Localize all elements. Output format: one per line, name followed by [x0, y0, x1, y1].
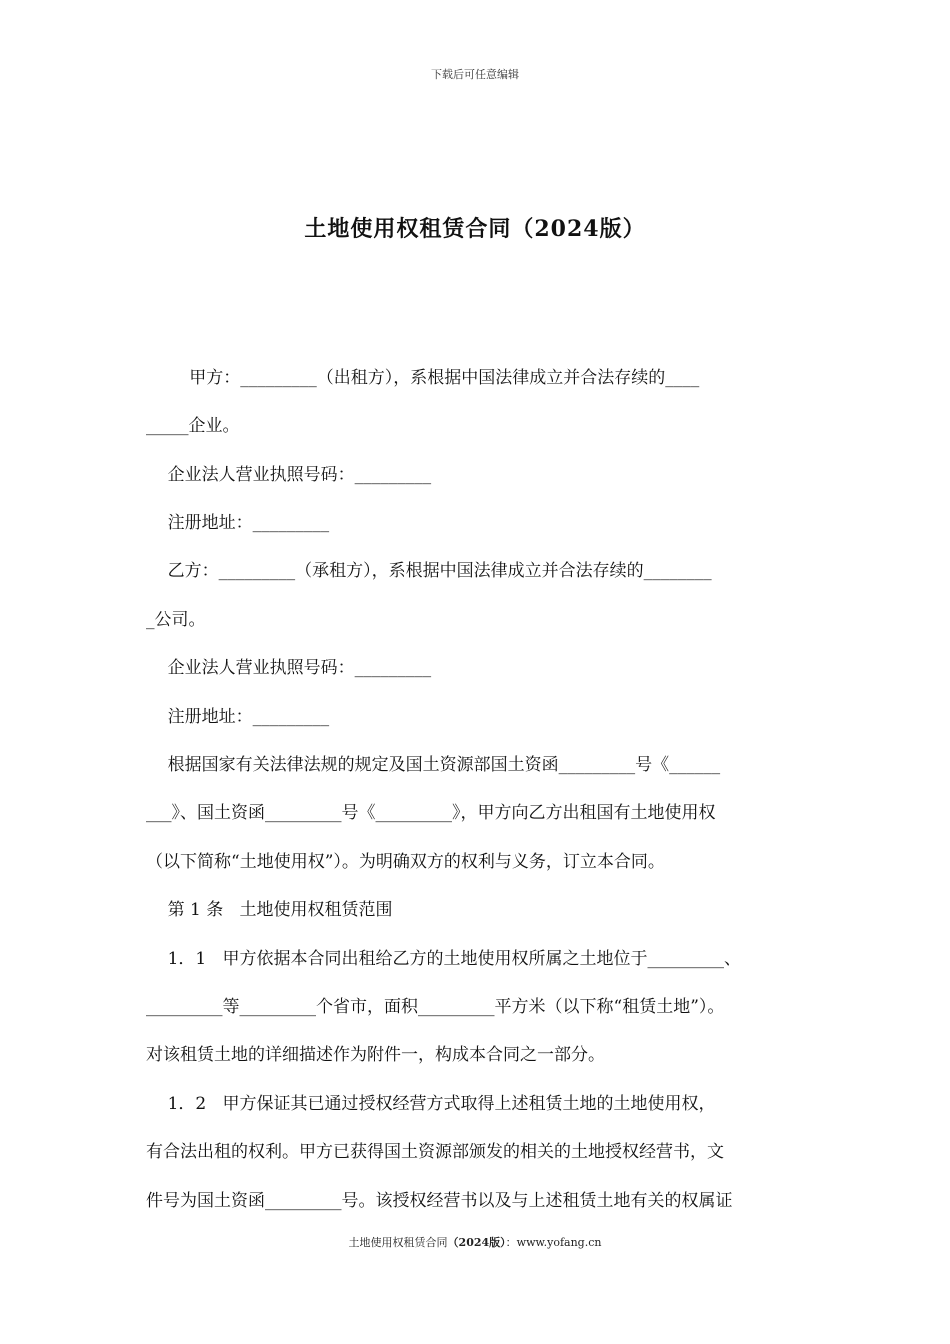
body-line: _________等_________个省市，面积_________平方米（以下称“租赁土地”）。	[146, 997, 725, 1017]
page-footer	[0, 1234, 950, 1250]
document-title: 土地使用权租赁合同（2024版）	[304, 216, 646, 242]
body-line: 乙方：_________（承租方），系根据中国法律成立并合法存续的________	[146, 561, 712, 581]
body-line: 1．2 甲方保证其已通过授权经营方式取得上述租赁土地的土地使用权，	[146, 1094, 716, 1114]
body-line: 甲方：_________（出租方），系根据中国法律成立并合法存续的____	[146, 368, 700, 388]
body-line: _____企业。	[146, 416, 240, 436]
body-line: 企业法人营业执照号码：_________	[146, 658, 432, 678]
body-line: 1．1 甲方依据本合同出租给乙方的土地使用权所属之土地位于_________、	[146, 949, 741, 969]
page-header-note: 下载后可任意编辑	[431, 68, 519, 81]
body-line: （以下简称“土地使用权”）。为明确双方的权利与义务，订立本合同。	[146, 852, 665, 872]
body-line: 根据国家有关法律法规的规定及国土资源部国土资函_________号《______	[146, 755, 721, 775]
footer-version: （2024版）	[447, 1236, 506, 1249]
footer-url: ：www.yofang.cn	[505, 1236, 602, 1249]
body-line: 对该租赁土地的详细描述作为附件一，构成本合同之一部分。	[146, 1045, 605, 1065]
footer-prefix: 土地使用权租赁合同	[348, 1236, 448, 1249]
body-line: 注册地址：_________	[146, 513, 330, 533]
body-line: 注册地址：_________	[146, 707, 330, 727]
body-line: 件号为国土资函_________号。该授权经营书以及与上述租赁土地有关的权属证	[146, 1191, 733, 1211]
body-line: _公司。	[146, 610, 206, 630]
body-line: ___》、国土资函_________号《_________》，甲方向乙方出租国有土地使用权	[146, 803, 716, 823]
body-line: 企业法人营业执照号码：_________	[146, 465, 432, 485]
section-heading: 第 1 条 土地使用权租赁范围	[146, 900, 393, 920]
body-line: 有合法出租的权利。甲方已获得国土资源部颁发的相关的土地授权经营书，文	[146, 1142, 724, 1162]
